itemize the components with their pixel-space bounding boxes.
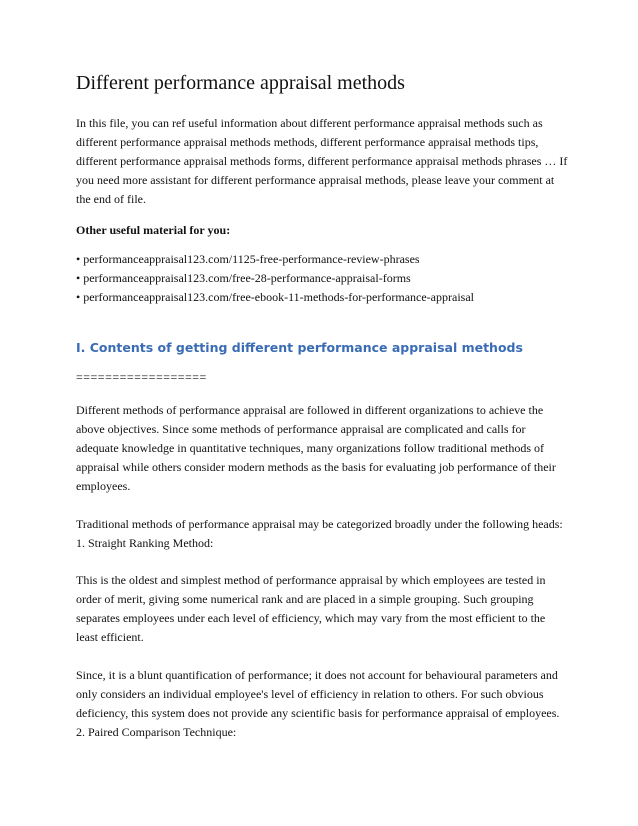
useful-link-review-phrases[interactable]: • performanceappraisal123.com/1125-free-performance-review-phrases (76, 252, 420, 266)
document-title: Different performance appraisal methods (76, 72, 405, 94)
paragraph-straight-ranking: This is the oldest and simplest method of performance appraisal by which employees are tested in order of merit, giving some numerical rank and are placed in a simple grouping. Such grouping separates employees under each level of efficiency, which may vary from the most efficient to the least efficient. (76, 573, 546, 644)
useful-material-label: Other useful material for you: (76, 223, 231, 237)
paragraph-blunt-quantification: Since, it is a blunt quantification of performance; it does not account for behavioural parameters and only considers an individual employee's level of efficiency in relation to others. For such obvious deficiency, this system does not provide any scientific basis for performance appraisal of employees. (76, 668, 560, 720)
list-item-straight-ranking: 1. Straight Ranking Method: (76, 536, 214, 550)
intro-paragraph: In this file, you can ref useful information about different performance appraisal methods such as different performance appraisal methods methods, different performance appraisal methods tips, different performance appraisal methods forms, different performance appraisal methods phrases … If you need more assistant for different performance appraisal methods, please leave your comment at the end of file. (76, 116, 568, 206)
divider-text: ================== (76, 370, 207, 384)
list-item-paired-comparison: 2. Paired Comparison Technique: (76, 725, 237, 739)
paragraph-traditional-methods: Traditional methods of performance appraisal may be categorized broadly under the following heads: (76, 517, 563, 531)
useful-link-ebook-methods[interactable]: • performanceappraisal123.com/free-ebook-11-methods-for-performance-appraisal (76, 290, 474, 304)
paragraph-methods-overview: Different methods of performance appraisal are followed in different organizations to achieve the above objectives. Since some methods of performance appraisal are complicated and calls for adequate knowledge in quantitative techniques, many organizations follow traditional methods of appraisal while others consider modern methods as the basis for evaluating job performance of their employees. (76, 403, 556, 493)
section-heading: I. Contents of getting different performance appraisal methods (76, 340, 523, 355)
document-page (76, 70, 568, 742)
useful-links-list (76, 250, 568, 307)
useful-link-appraisal-forms[interactable]: • performanceappraisal123.com/free-28-performance-appraisal-forms (76, 271, 411, 285)
